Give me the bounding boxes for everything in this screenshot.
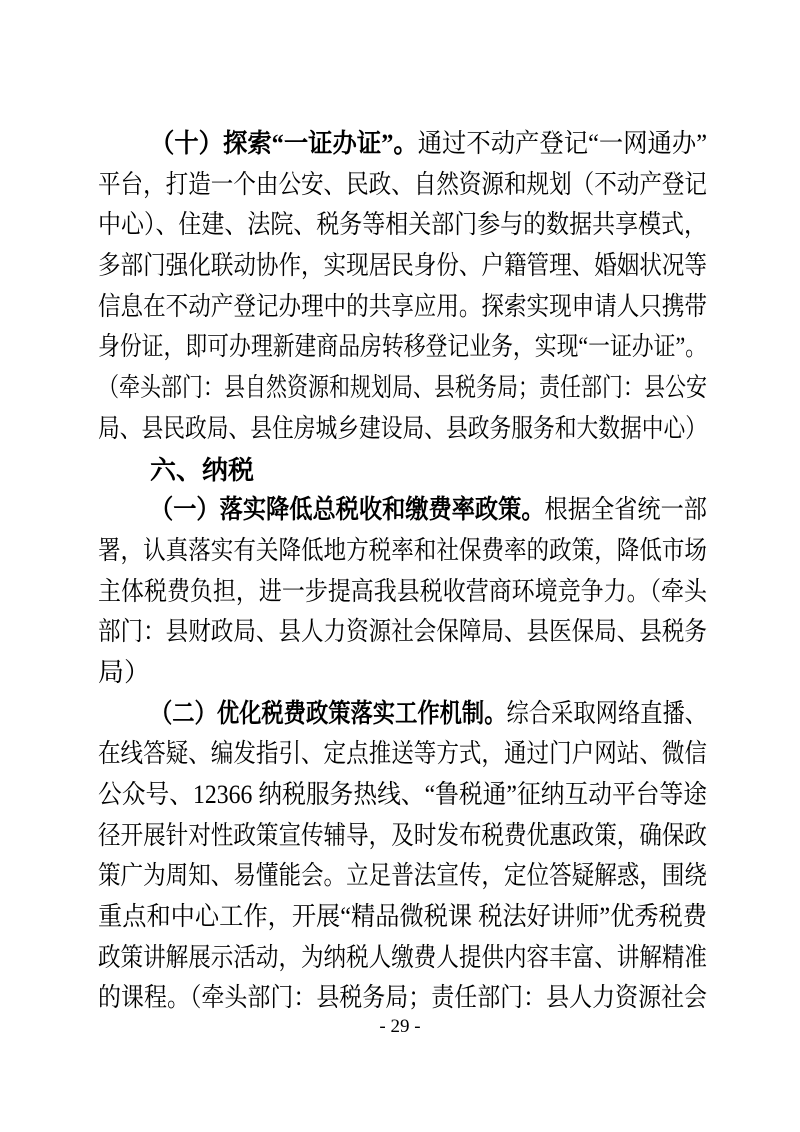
- text-line-content: [98, 327, 707, 368]
- section-heading-6: [98, 450, 707, 491]
- text-line-content: [150, 456, 254, 485]
- text-line-content: [98, 409, 707, 450]
- text-line: [98, 490, 707, 531]
- text-run: 中心）、住建、法院、税务等相关部门参与的数据共享模式，: [98, 210, 708, 240]
- text-line: [98, 734, 707, 775]
- text-line-content: [150, 694, 707, 735]
- text-line-content: [98, 205, 707, 246]
- text-run: 局、县民政局、县住房城乡建设局、县政务服务和大数据中心）: [98, 413, 707, 443]
- text-run: 重点和中心工作，开展“精品微税课 税法好讲师”优秀税费: [98, 902, 708, 932]
- text-run: 根据全省统一部: [544, 495, 708, 525]
- text-run: 策广为周知、易懂能会。立足普法宣传，定位答疑解惑，围绕: [98, 861, 707, 891]
- text-run: 主体税费负担，进一步提高我县税收营商环境竞争力。（牵头: [98, 576, 708, 606]
- text-line-content: [98, 612, 707, 653]
- text-run: 多部门强化联动协作，实现居民身份、户籍管理、婚姻状况等: [98, 251, 707, 281]
- text-line: [98, 572, 707, 613]
- text-line: [98, 694, 707, 735]
- text-run: 平台，打造一个由公安、民政、自然资源和规划（不动产登记: [98, 169, 707, 199]
- text-run: 身份证，即可办理新建商品房转移登记业务，实现“一证办证”。: [98, 332, 708, 362]
- text-run: （牵头部门：县自然资源和规划局、县税务局；责任部门：县公安: [98, 373, 708, 403]
- text-run: 综合采取网络直播、: [506, 698, 708, 728]
- bold-text-run: （二）优化税费政策落实工作机制。: [150, 698, 507, 728]
- text-line-content: [98, 572, 707, 613]
- text-column: [98, 124, 707, 1019]
- text-line: [98, 205, 707, 246]
- text-line: [98, 287, 707, 328]
- text-line-content: [98, 856, 707, 897]
- text-line-content: [98, 287, 707, 328]
- text-line-content: [98, 368, 707, 409]
- paragraph-item-10: [98, 124, 707, 450]
- paragraph-item-2: [98, 694, 707, 1020]
- bold-text-run: 六、纳税: [150, 454, 255, 485]
- text-line-content: [98, 165, 707, 206]
- text-line: [98, 775, 707, 816]
- text-line: [98, 612, 707, 653]
- text-run: 在线答疑、编发指引、定点推送等方式，通过门户网站、微信: [98, 739, 707, 769]
- text-line: [98, 897, 707, 938]
- text-line: [98, 409, 707, 450]
- text-line-content: [98, 734, 707, 775]
- text-line: [98, 816, 707, 857]
- text-line-content: [98, 938, 707, 979]
- text-line-content: [98, 246, 707, 287]
- page-number: - 29 -: [379, 1016, 421, 1037]
- text-run: 政策讲解展示活动，为纳税人缴费人提供内容丰富、讲解精准: [98, 942, 707, 972]
- text-line-content: [98, 897, 707, 938]
- text-run: 部门：县财政局、县人力资源社会保障局、县医保局、县税务: [98, 617, 707, 647]
- text-line: [98, 856, 707, 897]
- text-run: 信息在不动产登记办理中的共享应用。探索实现申请人只携带: [98, 291, 707, 321]
- text-run: 局）: [98, 657, 151, 687]
- text-line: [98, 368, 707, 409]
- text-line: [98, 938, 707, 979]
- paragraph-item-1: [98, 490, 707, 693]
- text-run: 通过不动产登记“一网通办”: [417, 129, 708, 158]
- text-line-content: [98, 658, 150, 687]
- text-line: [98, 165, 707, 206]
- text-line: [98, 327, 707, 368]
- text-line-content: [150, 490, 707, 531]
- text-run: 径开展针对性政策宣传辅导，及时发布税费优惠政策，确保政: [98, 820, 707, 850]
- text-run: 公众号、12366 纳税服务热线、“鲁税通”征纳互动平台等途: [98, 780, 708, 809]
- text-line-content: [150, 124, 707, 165]
- text-line-content: [98, 775, 707, 816]
- text-line: [98, 531, 707, 572]
- text-line: [98, 653, 707, 694]
- bold-text-run: （一）落实降低总税收和缴费率政策。: [150, 495, 545, 525]
- text-line: [98, 124, 707, 165]
- text-line-content: [98, 816, 707, 857]
- bold-text-run: （十）探索“一证办证”。: [150, 129, 418, 158]
- text-run: 署，认真落实有关降低地方税率和社保费率的政策，降低市场: [98, 535, 707, 565]
- text-line: [98, 450, 707, 491]
- text-line: [98, 246, 707, 287]
- text-line-content: [98, 531, 707, 572]
- text-run: 的课程。（牵头部门：县税务局；责任部门：县人力资源社会: [98, 983, 708, 1013]
